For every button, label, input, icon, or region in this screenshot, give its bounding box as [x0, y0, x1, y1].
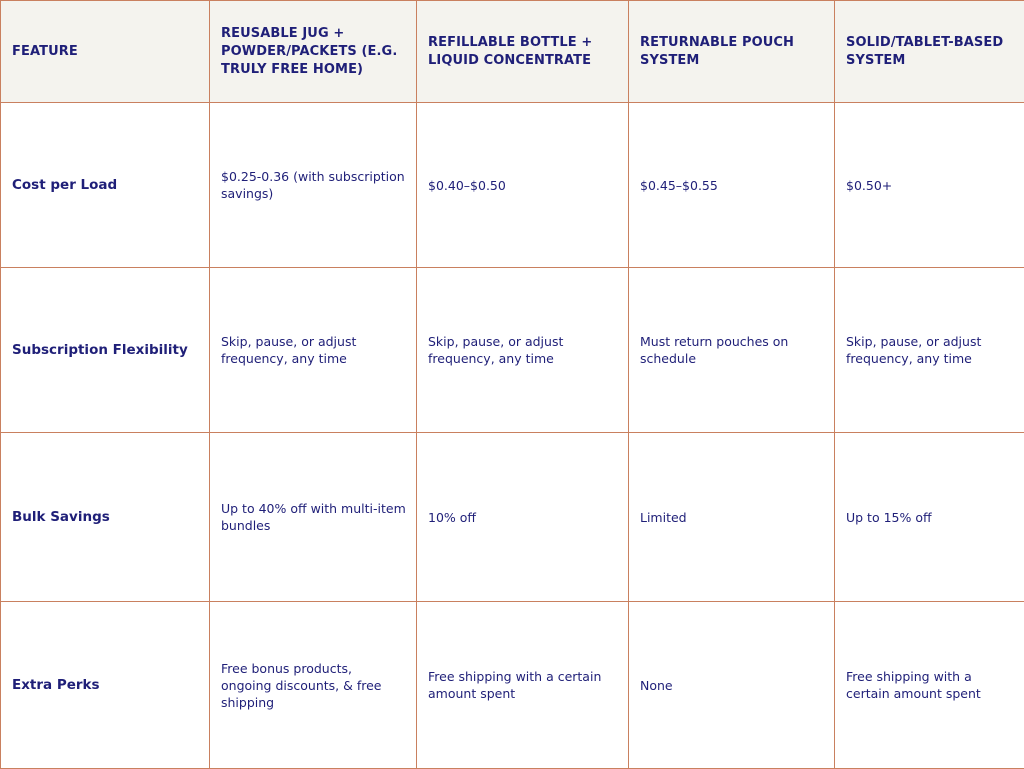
table-cell: Free bonus products, ongoing discounts, & free shipping: [210, 602, 417, 769]
table-header-row: [1, 1, 1024, 103]
column-header-refillable-bottle: REFILLABLE BOTTLE + LIQUID CONCENTRATE: [417, 1, 629, 103]
table-cell: $0.45–$0.55: [629, 103, 835, 268]
column-header-reusable-jug: REUSABLE JUG + POWDER/PACKETS (E.G. TRULY FREE HOME): [210, 1, 417, 103]
table-cell: Skip, pause, or adjust frequency, any time: [210, 268, 417, 433]
table-row-subscription-flexibility: [1, 268, 1024, 433]
table-row-bulk-savings: [1, 433, 1024, 602]
table-cell: Must return pouches on schedule: [629, 268, 835, 433]
table-cell: $0.40–$0.50: [417, 103, 629, 268]
table-cell: Skip, pause, or adjust frequency, any time: [417, 268, 629, 433]
table-cell: Limited: [629, 433, 835, 602]
column-header-solid-tablet: SOLID/TABLET-BASED SYSTEM: [835, 1, 1024, 103]
table-cell: Up to 15% off: [835, 433, 1024, 602]
column-header-feature: FEATURE: [1, 1, 210, 103]
table-cell: $0.50+: [835, 103, 1024, 268]
row-label-cost-per-load: Cost per Load: [1, 103, 210, 268]
table-cell: Free shipping with a certain amount spent: [417, 602, 629, 769]
table-cell: Skip, pause, or adjust frequency, any time: [835, 268, 1024, 433]
table-cell: $0.25-0.36 (with subscription savings): [210, 103, 417, 268]
row-label-bulk-savings: Bulk Savings: [1, 433, 210, 602]
column-header-returnable-pouch: RETURNABLE POUCH SYSTEM: [629, 1, 835, 103]
table-cell: Free shipping with a certain amount spent: [835, 602, 1024, 769]
row-label-subscription-flexibility: Subscription Flexibility: [1, 268, 210, 433]
row-label-extra-perks: Extra Perks: [1, 602, 210, 769]
table-row-extra-perks: [1, 602, 1024, 769]
table-row-cost-per-load: [1, 103, 1024, 268]
table-cell: 10% off: [417, 433, 629, 602]
table-cell: Up to 40% off with multi-item bundles: [210, 433, 417, 602]
table-cell: None: [629, 602, 835, 769]
